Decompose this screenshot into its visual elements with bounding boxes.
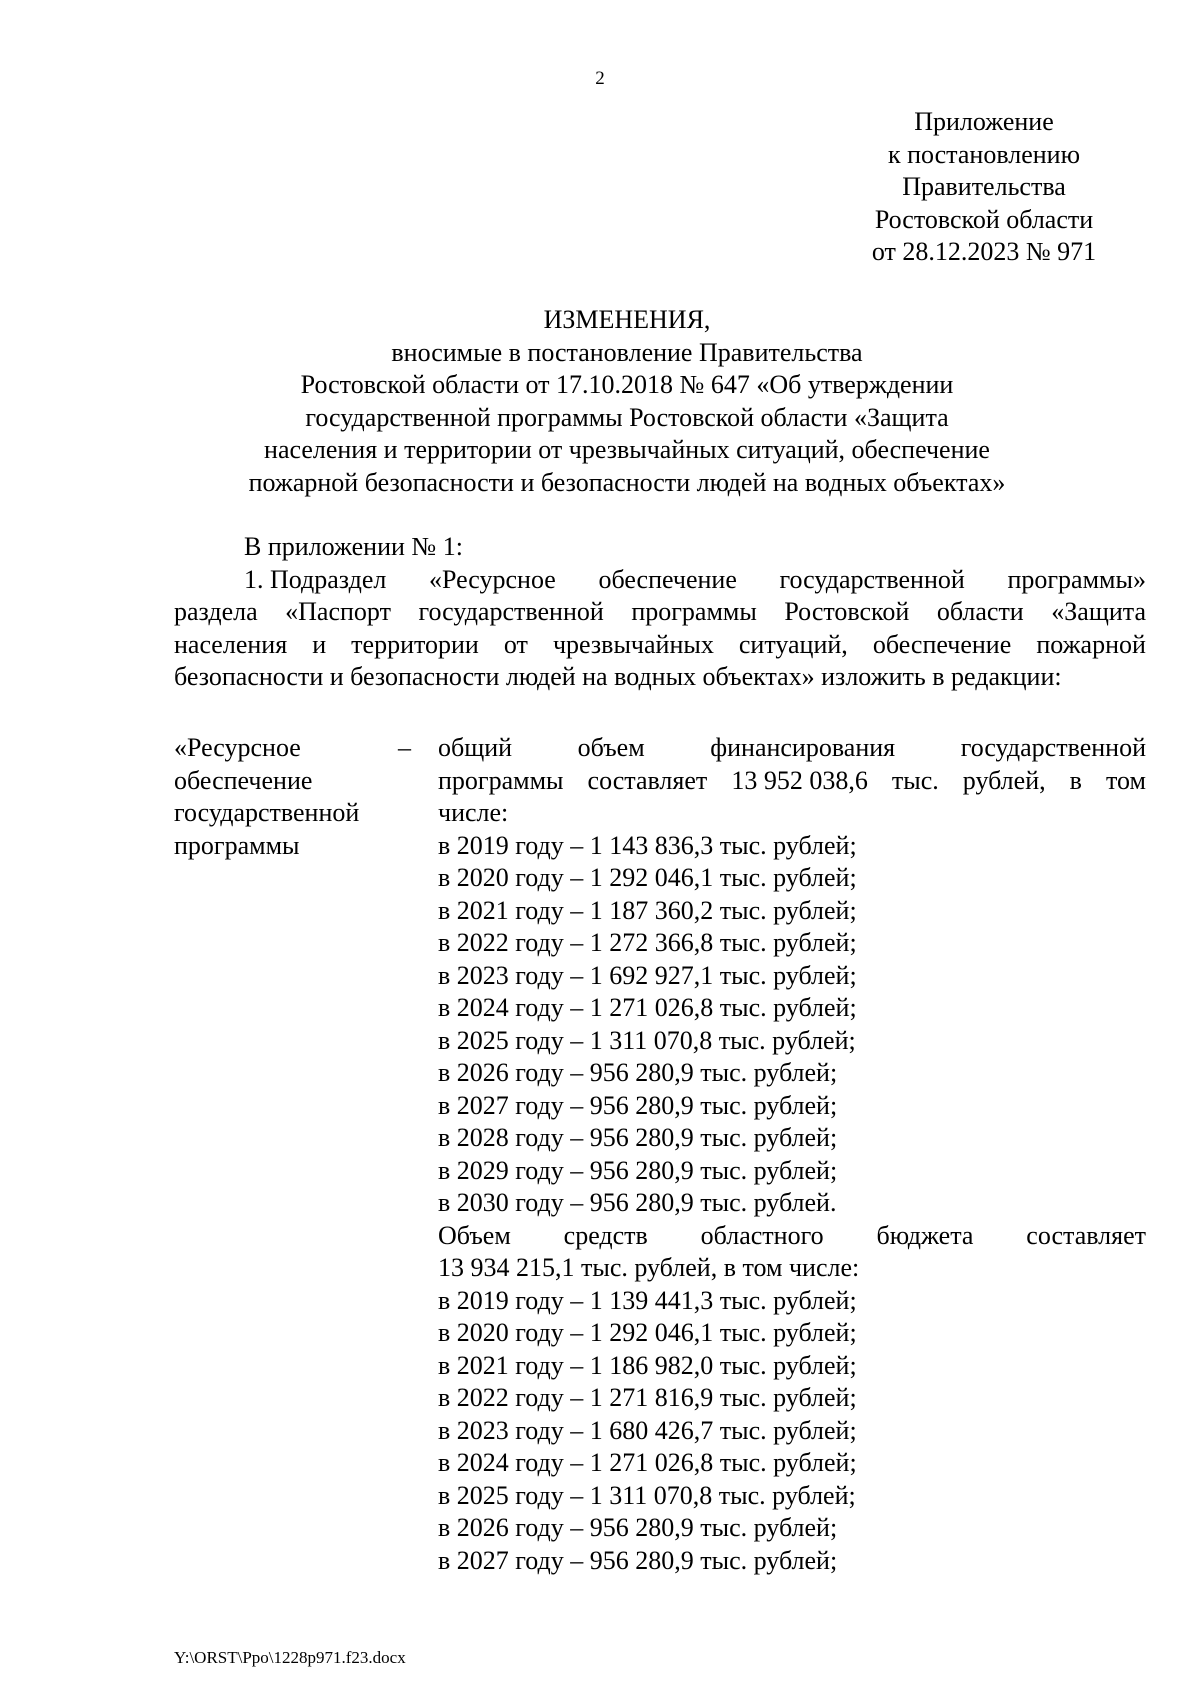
regional-word: составляет	[1026, 1220, 1146, 1250]
regional-line-2: 13 934 215,1 тыс. рублей, в том числе:	[438, 1253, 860, 1282]
regional-word: бюджета	[876, 1220, 974, 1250]
total-year-line: в 2023 году – 1 692 927,1 тыс. рублей;	[438, 960, 857, 990]
title-heading: ИЗМЕНЕНИЯ,	[543, 305, 711, 334]
title-line: государственной программы Ростовской области «Защита	[305, 402, 949, 432]
total-word: составляет	[587, 765, 708, 795]
regional-line-1	[438, 1220, 1146, 1253]
regional-word: средств	[563, 1220, 648, 1250]
passport-label-line: государственной	[174, 798, 360, 827]
total-year-line: в 2026 году – 956 280,9 тыс. рублей;	[438, 1058, 838, 1087]
intro-word: государственной	[418, 597, 604, 626]
intro-word: государственной	[779, 564, 965, 594]
intro-word: обеспечение	[598, 564, 737, 594]
intro-word: пожарной	[1036, 629, 1146, 659]
total-year-line: в 2025 году – 1 311 070,8 тыс. рублей;	[438, 1025, 856, 1055]
intro-word: области	[936, 597, 1024, 626]
intro-word: территории	[351, 629, 479, 659]
appendix-line: Ростовской области	[874, 204, 1094, 234]
appendix-line: Приложение	[914, 107, 1054, 136]
regional-year-line: в 2020 году – 1 292 046,1 тыс. рублей;	[438, 1318, 857, 1347]
passport-label-line: обеспечение	[174, 765, 313, 795]
passport-content	[438, 732, 1146, 1577]
passport-label-line: программы	[174, 830, 300, 860]
regional-word: областного	[700, 1220, 824, 1250]
title-line: вносимые в постановление Правительства	[391, 337, 863, 367]
file-path-footer: Y:\ORST\Ppo\1228p971.f23.docx	[174, 1648, 406, 1667]
regional-year-line: в 2022 году – 1 271 816,9 тыс. рублей;	[438, 1383, 857, 1412]
passport-dash: –	[398, 733, 411, 762]
passport-label-line: «Ресурсное	[174, 733, 301, 762]
page-number: 2	[595, 68, 605, 89]
appendix-line: от 28.12.2023 № 971	[871, 237, 1097, 266]
intro-word: 1. Подраздел	[244, 564, 387, 594]
intro-word: «Ресурсное	[428, 564, 556, 594]
document-title	[150, 304, 1104, 499]
appendix-line: к постановлению	[887, 139, 1081, 169]
intro-word: населения	[174, 629, 288, 659]
intro-word: раздела	[174, 597, 258, 626]
total-year-line: в 2021 году – 1 187 360,2 тыс. рублей;	[438, 895, 857, 925]
intro-word: «Защита	[1051, 597, 1146, 626]
total-year-line: в 2029 году – 956 280,9 тыс. рублей;	[438, 1155, 838, 1185]
total-year-line: в 2020 году – 1 292 046,1 тыс. рублей;	[438, 863, 857, 892]
appendix-line: Правительства	[902, 172, 1066, 201]
title-line: населения и территории от чрезвычайных ситуаций, обеспечение	[264, 435, 990, 464]
total-by-year-list	[438, 830, 1146, 1220]
total-word: объем	[577, 733, 645, 762]
total-year-line: в 2030 году – 956 280,9 тыс. рублей.	[438, 1188, 837, 1217]
total-year-line: в 2027 году – 956 280,9 тыс. рублей;	[438, 1090, 838, 1120]
intro-word: «Паспорт	[285, 597, 391, 626]
intro-word: чрезвычайных	[552, 629, 714, 659]
intro-word: от	[503, 629, 528, 659]
total-word: программы	[438, 765, 564, 795]
regional-year-line: в 2027 году – 956 280,9 тыс. рублей;	[438, 1545, 838, 1575]
total-word: финансирования	[710, 733, 896, 762]
total-word: 13 952 038,6	[731, 765, 868, 795]
title-line: пожарной безопасности и безопасности людей на водных объектах»	[248, 467, 1006, 497]
intro-word: и	[312, 629, 327, 659]
total-word: рублей,	[962, 765, 1046, 795]
regional-by-year-list	[438, 1285, 1146, 1578]
item-line-4: безопасности и безопасности людей на водных объектах» изложить в редакции:	[174, 662, 1062, 691]
total-word: в	[1069, 765, 1082, 795]
total-word: тыс.	[891, 765, 939, 795]
intro-word: Ростовской	[784, 597, 910, 626]
regional-word: Объем	[438, 1220, 511, 1250]
total-line-2	[438, 765, 1146, 798]
total-line-1	[438, 732, 1146, 765]
regional-year-line: в 2024 году – 1 271 026,8 тыс. рублей;	[438, 1448, 857, 1477]
total-word: том	[1105, 765, 1146, 795]
item-line-3	[174, 629, 1146, 662]
intro-word: программы»	[1007, 564, 1146, 594]
intro-word: обеспечение	[872, 629, 1012, 659]
intro-paragraph	[174, 531, 1146, 694]
annex-line: В приложении № 1:	[244, 532, 463, 561]
regional-year-line: в 2019 году – 1 139 441,3 тыс. рублей;	[438, 1285, 857, 1315]
total-year-line: в 2028 году – 956 280,9 тыс. рублей;	[438, 1123, 838, 1152]
total-year-line: в 2024 году – 1 271 026,8 тыс. рублей;	[438, 993, 857, 1022]
item-line-2	[174, 596, 1146, 629]
intro-word: ситуаций,	[738, 629, 848, 659]
passport-label	[174, 732, 404, 862]
regional-year-line: в 2025 году – 1 311 070,8 тыс. рублей;	[438, 1480, 856, 1510]
title-line: Ростовской области от 17.10.2018 № 647 «Об утверждении	[300, 370, 954, 399]
total-year-line: в 2022 году – 1 272 366,8 тыс. рублей;	[438, 928, 857, 957]
intro-word: программы	[631, 597, 757, 626]
regional-year-line: в 2021 году – 1 186 982,0 тыс. рублей;	[438, 1350, 857, 1380]
total-word: государственной	[960, 733, 1146, 762]
total-year-line: в 2019 году – 1 143 836,3 тыс. рублей;	[438, 830, 857, 860]
appendix-block	[774, 106, 1194, 269]
regional-year-line: в 2023 году – 1 680 426,7 тыс. рублей;	[438, 1415, 857, 1445]
regional-year-line: в 2026 году – 956 280,9 тыс. рублей;	[438, 1513, 838, 1542]
item-line-1	[174, 564, 1146, 597]
total-word: общий	[438, 733, 513, 762]
total-line-3: числе:	[438, 798, 509, 827]
